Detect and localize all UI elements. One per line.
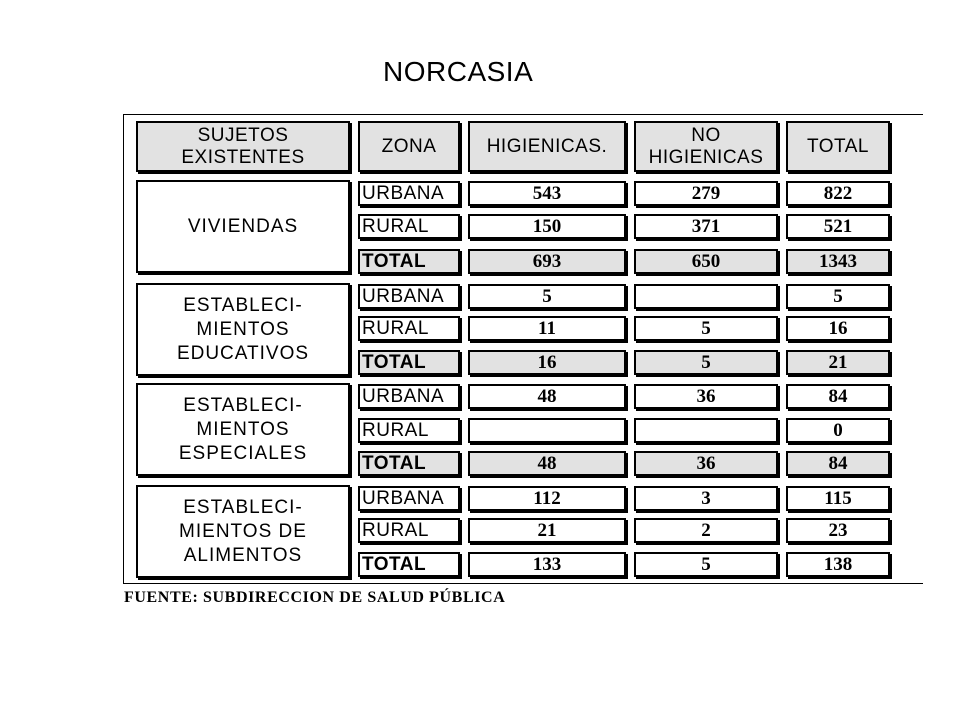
zone-cell: TOTAL [358,552,460,577]
total-cell: 1343 [786,249,890,274]
total-cell: 138 [786,552,890,577]
page-title: NORCASIA [383,56,534,87]
hygienic-cell: 133 [468,552,626,577]
zone-cell: URBANA [358,384,460,409]
zone-cell: TOTAL [358,350,460,375]
header-hygienic: HIGIENICAS. [468,121,626,172]
non-hygienic-cell: 371 [634,214,778,239]
total-cell: 84 [786,451,890,476]
non-hygienic-cell [634,284,778,309]
non-hygienic-cell: 36 [634,451,778,476]
hygienic-cell: 693 [468,249,626,274]
non-hygienic-cell: 5 [634,316,778,341]
total-cell: 16 [786,316,890,341]
hygienic-cell: 16 [468,350,626,375]
header-subject: SUJETOS EXISTENTES [136,121,350,172]
total-cell: 21 [786,350,890,375]
total-cell: 5 [786,284,890,309]
non-hygienic-cell: 3 [634,486,778,511]
non-hygienic-cell: 36 [634,384,778,409]
zone-cell: TOTAL [358,451,460,476]
zone-cell: URBANA [358,284,460,309]
zone-cell: RURAL [358,518,460,543]
zone-cell: TOTAL [358,249,460,274]
subject-cell: ESTABLECI- MIENTOS DE ALIMENTOS [136,485,350,578]
total-cell: 115 [786,486,890,511]
hygienic-cell: 21 [468,518,626,543]
hygienic-cell: 112 [468,486,626,511]
source-note: FUENTE: SUBDIRECCION DE SALUD PÚBLICA [124,589,506,606]
zone-cell: RURAL [358,418,460,443]
total-cell: 0 [786,418,890,443]
total-cell: 521 [786,214,890,239]
hygienic-cell: 48 [468,384,626,409]
non-hygienic-cell: 279 [634,181,778,206]
subject-cell: VIVIENDAS [136,180,350,273]
zone-cell: URBANA [358,181,460,206]
total-cell: 822 [786,181,890,206]
header-non-hygienic: NO HIGIENICAS [634,121,778,172]
hygienic-cell [468,418,626,443]
non-hygienic-cell [634,418,778,443]
zone-cell: RURAL [358,316,460,341]
hygienic-cell: 5 [468,284,626,309]
header-total: TOTAL [786,121,890,172]
hygienic-cell: 543 [468,181,626,206]
subject-cell: ESTABLECI- MIENTOS EDUCATIVOS [136,283,350,376]
non-hygienic-cell: 5 [634,350,778,375]
total-cell: 23 [786,518,890,543]
subject-cell: ESTABLECI- MIENTOS ESPECIALES [136,383,350,476]
zone-cell: RURAL [358,214,460,239]
non-hygienic-cell: 2 [634,518,778,543]
zone-cell: URBANA [358,486,460,511]
hygienic-cell: 150 [468,214,626,239]
header-zone: ZONA [358,121,460,172]
non-hygienic-cell: 650 [634,249,778,274]
non-hygienic-cell: 5 [634,552,778,577]
hygienic-cell: 48 [468,451,626,476]
hygienic-cell: 11 [468,316,626,341]
total-cell: 84 [786,384,890,409]
